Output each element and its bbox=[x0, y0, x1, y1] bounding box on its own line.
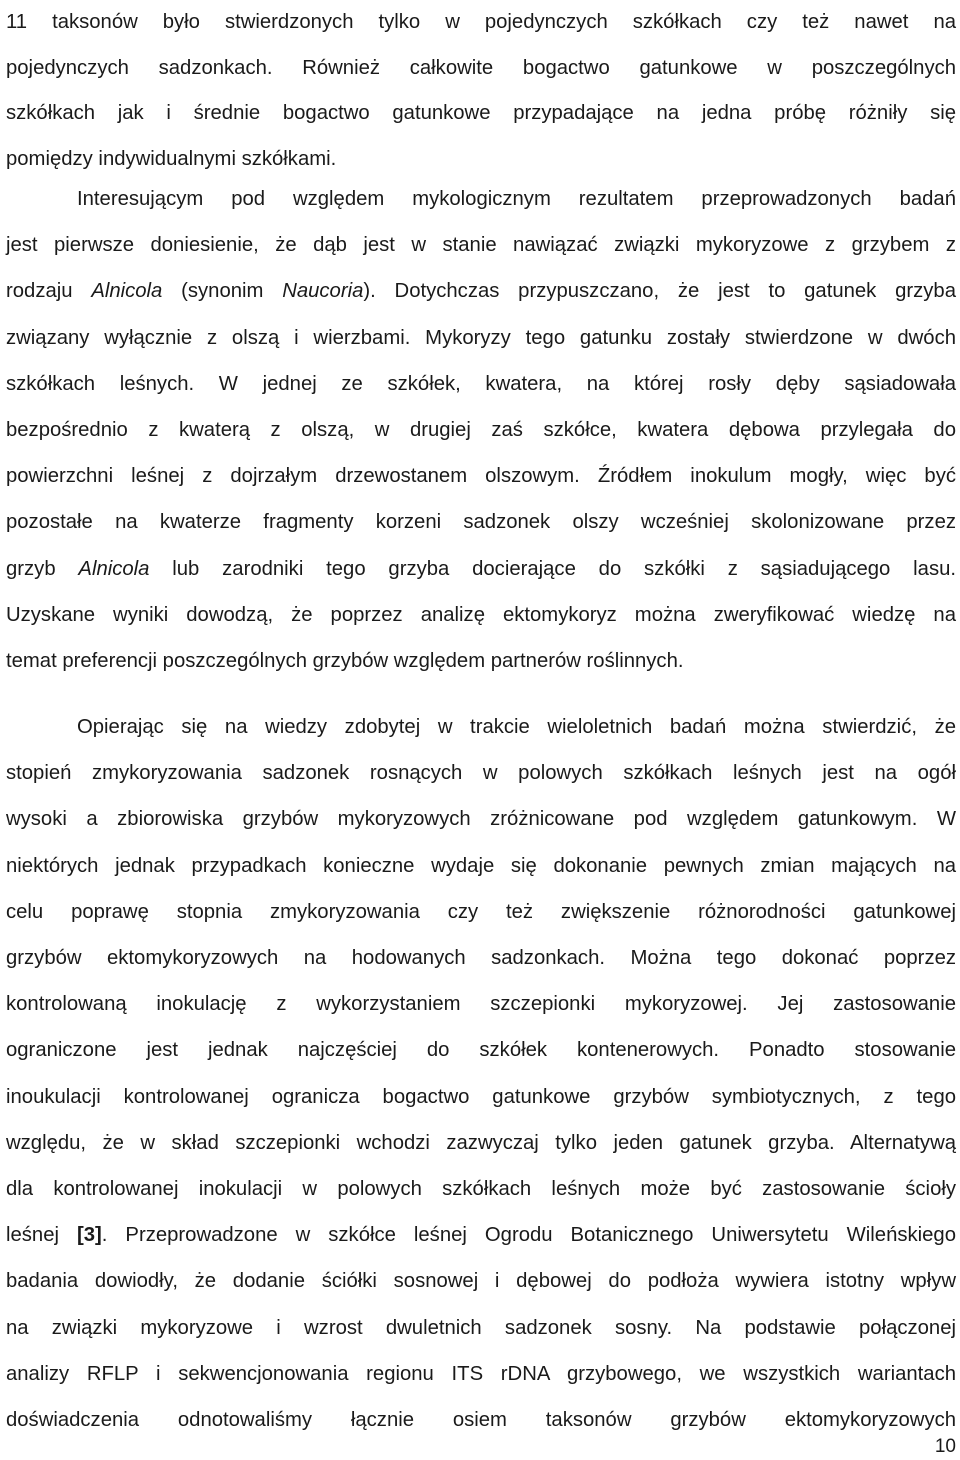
text-segment: grzyb bbox=[6, 557, 79, 580]
paragraph-1 bbox=[6, 0, 956, 182]
text-line bbox=[6, 546, 956, 592]
text-line: szkółkach leśnych. W jednej ze szkółek, kwatera, na której rosły dęby sąsiadowała bbox=[6, 372, 956, 395]
text-line: na związki mykoryzowe i wzrost dwuletnich sadzonek sosny. Na podstawie połączonej bbox=[6, 1316, 956, 1339]
synonym-name: Naucoria bbox=[282, 280, 364, 303]
text-line: pozostałe na kwaterze fragmenty korzeni sadzonek olszy wcześniej skolonizowane przez bbox=[6, 511, 956, 534]
text-line: kontrolowaną inokulację z wykorzystaniem szczepionki mykoryzowej. Jej zastosowanie bbox=[6, 993, 956, 1016]
text-line: inoukulacji kontrolowanej ogranicza bogactwo gatunkowe grzybów symbiotycznych, z tego bbox=[6, 1085, 956, 1108]
text-line: bezpośrednio z kwaterą z olszą, w drugiej zaś szkółce, kwatera dębowa przylegała do bbox=[6, 419, 956, 442]
text-segment: lub zarodniki tego grzyba docierające do szkółki z sąsiadującego lasu. bbox=[149, 557, 956, 580]
text-line: dla kontrolowanej inokulacji w polowych szkółkach leśnych może być zastosowanie ścioły bbox=[6, 1178, 956, 1201]
text-line: stopień zmykoryzowania sadzonek rosnących w polowych szkółkach leśnych jest na ogół bbox=[6, 762, 956, 785]
text-line: analizy RFLP i sekwencjonowania regionu ITS rDNA grzybowego, we wszystkich wariantach bbox=[6, 1362, 956, 1385]
text-segment: ). Dotychczas przypuszczano, że jest to gatunek grzyba bbox=[363, 280, 956, 303]
text-line: pomiędzy indywidualnymi szkółkami. bbox=[6, 147, 337, 170]
text-line: jest pierwsze doniesienie, że dąb jest w stanie nawiązać związki mykoryzowe z grzybem z bbox=[6, 234, 956, 257]
genus-name: Alnicola bbox=[78, 557, 150, 580]
text-segment: rodzaju bbox=[6, 280, 92, 303]
text-line: ograniczone jest jednak najczęściej do szkółek kontenerowych. Ponadto stosowanie bbox=[6, 1039, 956, 1062]
citation-reference: [3] bbox=[77, 1224, 102, 1247]
text-line: 11 taksonów było stwierdzonych tylko w pojedynczych szkółkach czy też nawet na bbox=[6, 11, 956, 33]
text-line bbox=[6, 268, 956, 314]
text-line: związany wyłącznie z olszą i wierzbami. Mykoryzy tego gatunku zostały stwierdzone w dwóch bbox=[6, 326, 956, 349]
text-line: temat preferencji poszczególnych grzybów względem partnerów roślinnych. bbox=[6, 650, 684, 673]
text-line: niektórych jednak przypadkach konieczne wydaje się dokonanie pewnych zmian mających na bbox=[6, 854, 956, 877]
text-line: powierzchni leśnej z dojrzałym drzewostanem olszowym. Źródłem inokulum mogły, więc być bbox=[6, 465, 956, 488]
text-line: Opierając się na wiedzy zdobytej w trakcie wieloletnich badań można stwierdzić, że bbox=[77, 716, 956, 738]
text-line: szkółkach jak i średnie bogactwo gatunkowe przypadające na jedna próbę różniły się bbox=[6, 102, 956, 124]
text-line: grzybów ektomykoryzowych na hodowanych sadzonkach. Można tego dokonać poprzez bbox=[6, 947, 956, 970]
paragraph-2 bbox=[6, 176, 956, 684]
text-line: doświadczenia odnotowaliśmy łącznie osiem taksonów grzybów ektomykoryzowych bbox=[6, 1409, 956, 1432]
text-line: wysoki a zbiorowiska grzybów mykoryzowych zróżnicowane pod względem gatunkowym. W bbox=[6, 808, 956, 831]
text-line: Interesującym pod względem mykologicznym rezultatem przeprowadzonych badań bbox=[77, 188, 956, 210]
text-segment: (synonim bbox=[162, 280, 283, 303]
page-number: 10 bbox=[934, 1436, 956, 1457]
text-line: pojedynczych sadzonkach. Również całkowite bogactwo gatunkowe w poszczególnych bbox=[6, 56, 956, 79]
paragraph-3 bbox=[6, 704, 956, 1443]
text-segment: . Przeprowadzone w szkółce leśnej Ogrodu Botanicznego Uniwersytetu Wileńskiego bbox=[101, 1224, 956, 1247]
text-line bbox=[6, 1212, 956, 1258]
text-line: Uzyskane wyniki dowodzą, że poprzez analizę ektomykoryz można zweryfikować wiedzę na bbox=[6, 603, 956, 626]
text-line: celu poprawę stopnia zmykoryzowania czy też zwiększenie różnorodności gatunkowej bbox=[6, 900, 956, 923]
text-segment: leśnej bbox=[6, 1224, 77, 1247]
text-line: względu, że w skład szczepionki wchodzi zazwyczaj tylko jeden gatunek grzyba. Alternatywą bbox=[6, 1131, 956, 1154]
text-line: badania dowiodły, że dodanie ściółki sosnowej i dębowej do podłoża wywiera istotny wpływ bbox=[6, 1270, 956, 1293]
genus-name: Alnicola bbox=[91, 280, 163, 303]
